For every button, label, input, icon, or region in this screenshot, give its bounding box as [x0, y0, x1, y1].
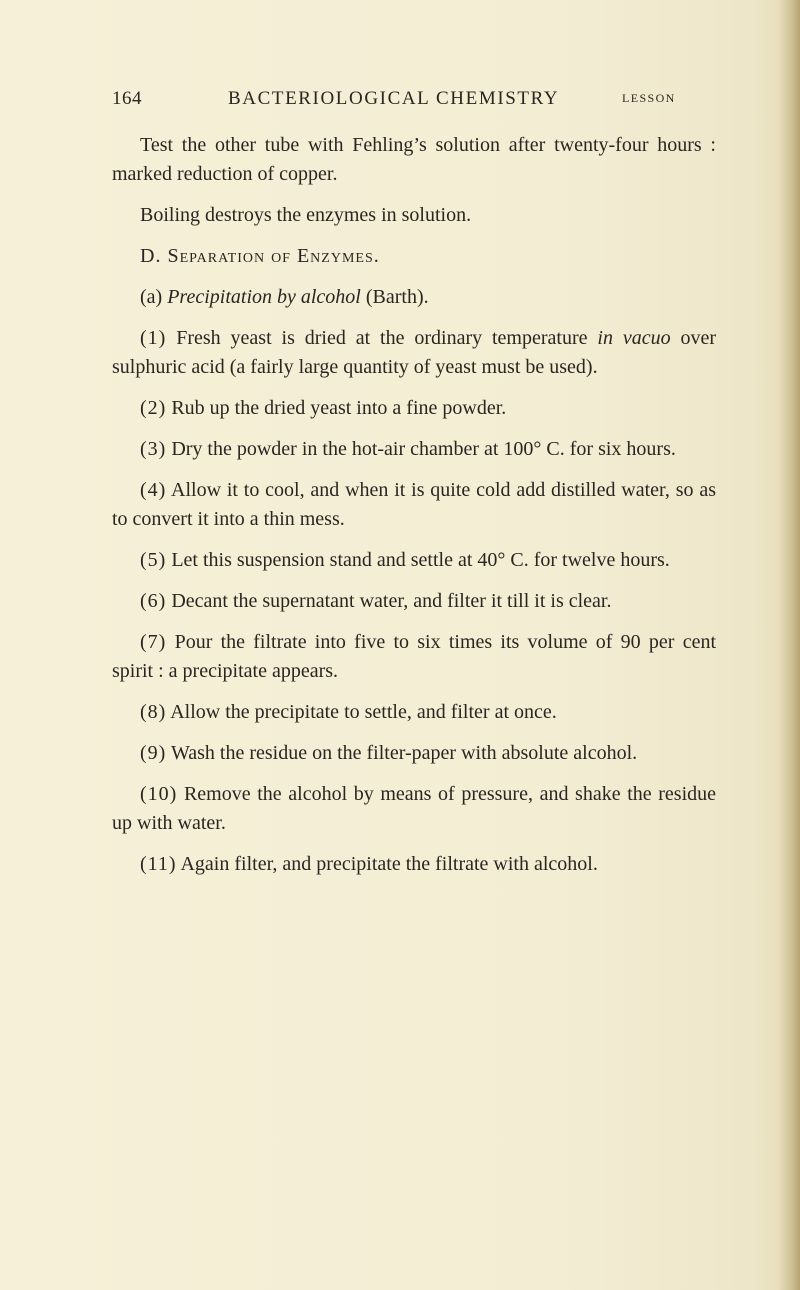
- step-number: (2): [140, 397, 167, 419]
- step-number: (11): [140, 853, 177, 875]
- step-italic: in vacuo: [597, 327, 671, 349]
- section-heading: [112, 242, 716, 271]
- paragraph: Boiling destroys the enzymes in solution.: [140, 204, 472, 226]
- step-number: (4): [140, 479, 167, 501]
- step-text: Allow it to cool, and when it is quite cold add distilled water, so as to convert it into a thin mess.: [112, 479, 716, 530]
- running-title: BACTERIOLOGICAL CHEMISTRY: [228, 88, 560, 109]
- step-number: (10): [140, 783, 178, 805]
- section-letter: D.: [140, 245, 162, 267]
- paragraph: Test the other tube with Fehling’s solution after twenty-four hours : marked reduction of copper.: [112, 134, 716, 185]
- step-text: Remove the alcohol by means of pressure, and shake the residue up with water.: [112, 783, 717, 834]
- step-number: (7): [140, 631, 167, 653]
- step-text: Decant the supernatant water, and filter it till it is clear.: [171, 590, 612, 612]
- step-10: [112, 780, 716, 838]
- step-text: Wash the residue on the filter-paper with absolute alcohol.: [170, 742, 638, 764]
- subsection-citation: (Barth).: [365, 286, 429, 308]
- page-edge-shadow: [778, 0, 800, 1290]
- subsection-title: Precipitation by alcohol: [167, 286, 361, 308]
- step-text: Pour the filtrate into five to six times its volume of 90 per cent spirit : a precipitate appears.: [112, 631, 716, 682]
- step-8: [112, 698, 716, 727]
- step-7: [112, 628, 716, 686]
- step-text: Let this suspension stand and settle at 40° C. for twelve hours.: [171, 549, 670, 571]
- step-2: [112, 394, 716, 423]
- step-number: (6): [140, 590, 167, 612]
- section-title: Separation of Enzymes.: [167, 245, 380, 267]
- step-text: over sulphuric acid (a fairly large quantity of yeast must be used).: [112, 327, 717, 378]
- step-9: [112, 739, 716, 768]
- step-3: [112, 435, 716, 464]
- step-text: Again filter, and precipitate the filtrate with alcohol.: [180, 853, 598, 875]
- subsection-label: (a): [140, 286, 163, 308]
- step-1: [112, 324, 716, 382]
- step-text: Allow the precipitate to settle, and filter at once.: [170, 701, 557, 723]
- body-text: [112, 131, 716, 891]
- step-number: (8): [140, 701, 167, 723]
- step-text: Dry the powder in the hot-air chamber at 100° C. for six hours.: [171, 438, 676, 460]
- step-5: [112, 546, 716, 575]
- step-number: (9): [140, 742, 167, 764]
- step-number: (3): [140, 438, 167, 460]
- step-6: [112, 587, 716, 616]
- step-number: (1): [140, 327, 167, 349]
- step-text: Rub up the dried yeast into a fine powder.: [171, 397, 507, 419]
- running-header: [0, 88, 800, 118]
- step-4: [112, 476, 716, 534]
- subsection-heading: [112, 283, 716, 312]
- step-number: (5): [140, 549, 167, 571]
- step-text: Fresh yeast is dried at the ordinary temperature: [176, 327, 588, 349]
- page-number: 164: [112, 88, 142, 109]
- step-11: [112, 850, 716, 879]
- running-right-label: LESSON: [622, 91, 676, 105]
